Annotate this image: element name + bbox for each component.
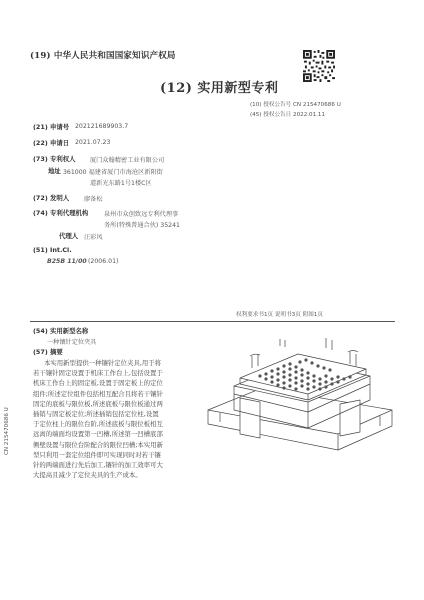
utility-title: 一种镶针定位夹具 xyxy=(47,339,97,346)
abstract-line: 型只利用一套定位组件即可实现同时对若干镶 xyxy=(33,450,161,459)
intcl-label: (51) Int.Cl. xyxy=(33,246,72,254)
pub-no-row xyxy=(250,100,341,108)
qr-code-icon xyxy=(303,50,335,82)
inventor-label: (72) 发明人 xyxy=(33,194,70,202)
pub-no-value: CN 215470686 U xyxy=(293,102,341,108)
inventor-value: 廖备松 xyxy=(84,196,103,203)
address-line2: 道新光东路1号1楼C区 xyxy=(90,180,152,187)
abstract-line: 组件;所述定位组件包括相互配合且将若干镶针 xyxy=(33,389,163,398)
abstract-body xyxy=(33,358,193,480)
agency-line2: 务所(特殊普通合伙) 35241 xyxy=(104,222,180,229)
intcl-date: (2006.01) xyxy=(88,258,119,265)
app-date-label: (22) 申请日 xyxy=(33,139,70,147)
intcl-value: B25B 11/00 xyxy=(47,258,87,265)
abstract-line: 针的两端面进行先后加工,镶针的加工效率可大 xyxy=(33,461,163,470)
abstract-line: 固定的底板与限位板,所述底板与限位板通过两 xyxy=(33,399,163,408)
abstract-line: 本实用新型提供一种镶针定位夹具,用于将 xyxy=(44,359,162,367)
abstract-label: (57) 摘要 xyxy=(33,348,63,356)
pub-date-row xyxy=(250,110,325,118)
pub-date-label: (45) 授权公告日 xyxy=(250,112,292,118)
agency-line1: 泉州市众创致远专利代理事 xyxy=(104,211,179,218)
patent-kind-title: (12) 实用新型专利 xyxy=(160,81,279,96)
abstract-line: 机床工作台上的固定板,设置于固定板上的定位 xyxy=(33,379,163,388)
page-summary: 权利要求书1页 说明书3页 附图1页 xyxy=(236,312,323,318)
app-no-label: (21) 申请号 xyxy=(33,123,70,131)
abstract-line: 若干镶针固定设置于机床工作台上,包括设置于 xyxy=(33,369,163,378)
abstract-line: 远离的端面均设置第一凹槽,所述第一凹槽底部 xyxy=(33,430,163,439)
app-date-value: 2021.07.23 xyxy=(75,139,111,146)
fixture-drawing-icon xyxy=(200,338,400,486)
address-line1: 361000 福建省厦门市海沧区新阳街 xyxy=(63,169,163,176)
abstract-line: 于定位柱上的限位台阶,所述底板与限位板相互 xyxy=(33,420,163,429)
agent-value: 汪彩凤 xyxy=(84,234,103,241)
section-divider xyxy=(30,321,395,322)
agent-label: 代理人 xyxy=(59,232,79,240)
utility-title-label: (54) 实用新型名称 xyxy=(33,327,89,335)
office-name: (19) 中华人民共和国国家知识产权局 xyxy=(30,51,176,61)
abstract-line: 侧壁设置与限位台阶配合的限位凹槽;本实用新 xyxy=(33,440,163,449)
pub-no-label: (10) 授权公告号 xyxy=(250,102,292,108)
address-label: 地址 xyxy=(48,167,61,175)
side-patent-number: CN 215470686 U xyxy=(4,407,10,455)
abstract-line: 大提高且减少了定位夹具的生产成本。 xyxy=(33,471,142,480)
patentee-label: (73) 专利权人 xyxy=(33,155,76,163)
agency-label: (74) 专利代理机构 xyxy=(33,209,89,217)
abstract-line: 插销与固定板定位;所述插销包括定位柱,设置 xyxy=(33,410,159,419)
app-no-value: 202121689903.7 xyxy=(75,123,129,130)
pub-date-value: 2022.01.11 xyxy=(293,112,326,118)
patentee-value: 厦门众翰精密工业有限公司 xyxy=(90,157,165,164)
